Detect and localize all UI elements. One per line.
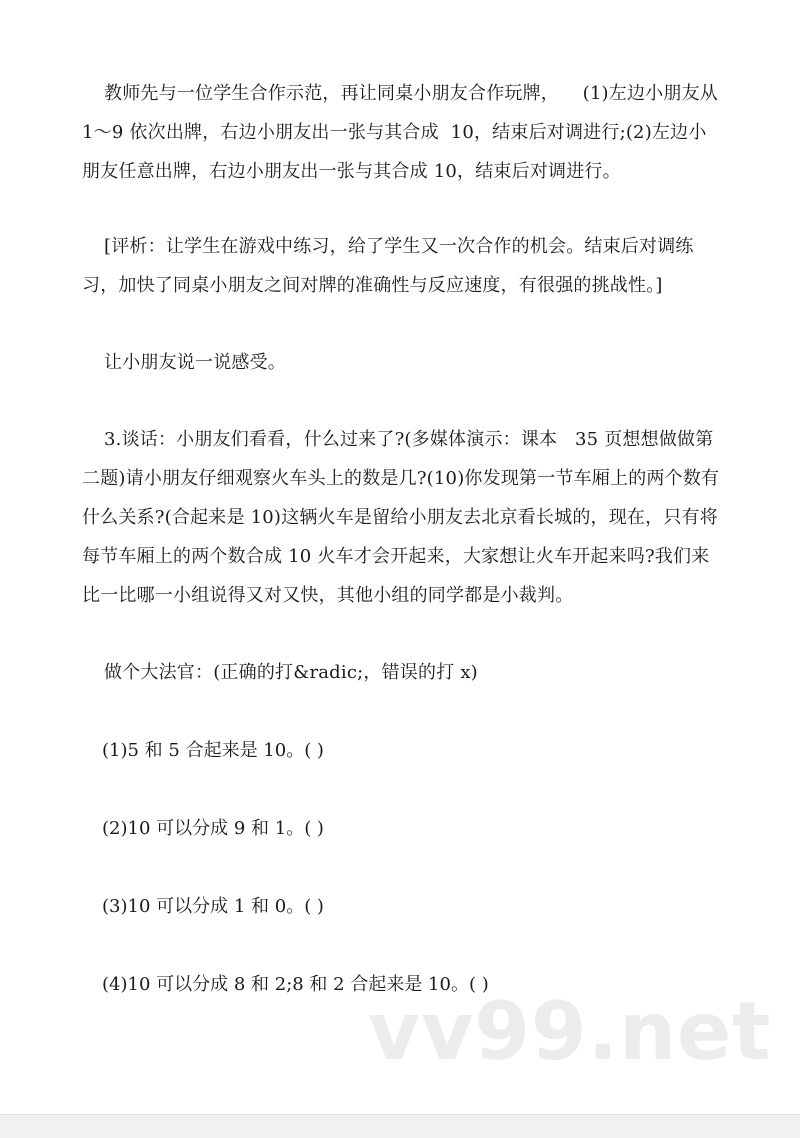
spacer xyxy=(82,770,722,809)
spacer xyxy=(82,615,722,653)
paragraph-comment: [评析：让学生在游戏中练习，给了学生又一次合作的机会。结束后对调练习，加快了同桌小朋友之间对牌的准确性与反应速度，有很强的挑战性。] xyxy=(82,236,694,296)
paragraph-feeling: 让小朋友说一说感受。 xyxy=(104,352,286,373)
spacer xyxy=(82,382,722,420)
paragraph-talk: 3.谈话：小朋友们看看，什么过来了?(多媒体演示：课本 35 页想想做做第二题)请小朋友仔细观察火车头上的数是几?(10)你发现第一节车厢上的两个数有什么关系?(合起来是 10)这辆火车是留给小朋友去北京看长城的，现在，只有将每节车厢上的两个数合成 10 火车才会开起来，大家想让火车开起来吗?我们来比一比哪一小组说得又对又快，其他小组的同学都是小裁判。 xyxy=(82,429,720,606)
spacer xyxy=(82,191,722,227)
paragraph-judge: 做个大法官：(正确的打&radic;，错误的打 x) xyxy=(104,662,478,683)
spacer xyxy=(82,692,722,731)
list-item: (4)10 可以分成 8 和 2;8 和 2 合起来是 10。( ) xyxy=(102,974,489,995)
list-item: (2)10 可以分成 9 和 1。( ) xyxy=(102,818,324,839)
page-bottom-bar xyxy=(0,1114,800,1138)
spacer xyxy=(82,926,722,965)
list-item: (1)5 和 5 合起来是 10。( ) xyxy=(102,740,324,761)
paragraph-demo: 教师先与一位学生合作示范，再让同桌小朋友合作玩牌， (1)左边小朋友从 1～9 依次出牌，右边小朋友出一张与其合成 10，结束后对调进行;(2)左边小朋友任意出牌，右边小朋友出一张与其合成 10，结束后对调进行。 xyxy=(82,83,724,182)
spacer xyxy=(82,848,722,887)
list-item: (3)10 可以分成 1 和 0。( ) xyxy=(102,896,324,917)
watermark-logo: vv99.net xyxy=(368,985,772,1078)
spacer xyxy=(82,305,722,343)
document-body xyxy=(82,74,722,1004)
